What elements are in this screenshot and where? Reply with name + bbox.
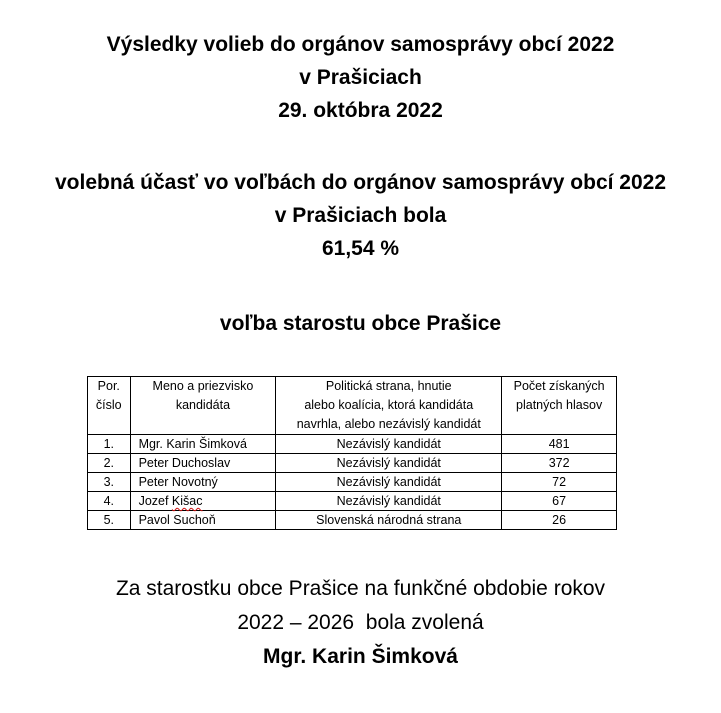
turnout-value: 61,54 %	[321, 237, 400, 260]
table-header-row	[88, 377, 617, 435]
header-votes-line: platných hlasov	[516, 398, 603, 412]
cell-votes: 481	[502, 435, 617, 454]
cell-votes: 372	[502, 454, 617, 473]
cell-name: Peter Duchoslav	[130, 454, 276, 473]
result-statement	[0, 572, 721, 674]
header-party	[276, 377, 502, 435]
cell-number: 2.	[88, 454, 131, 473]
turnout-line-1: volebná účasť vo voľbách do orgánov samosprávy obcí 2022	[54, 171, 667, 194]
cell-party: Nezávislý kandidát	[276, 435, 502, 454]
table-row	[88, 473, 617, 492]
cell-name: Peter Novotný	[130, 473, 276, 492]
title-line-2: v Prašiciach	[299, 66, 422, 89]
cell-party: Nezávislý kandidát	[276, 492, 502, 511]
results-table	[87, 376, 617, 530]
header-name	[130, 377, 276, 435]
title-line-1: Výsledky volieb do orgánov samosprávy obcí 2022	[106, 33, 615, 56]
footer-line-1: Za starostku obce Prašice na funkčné obdobie rokov	[115, 577, 606, 600]
header-party-line: navrhla, alebo nezávislý kandidát	[296, 417, 481, 431]
header-number	[88, 377, 131, 435]
header-votes	[502, 377, 617, 435]
cell-votes: 67	[502, 492, 617, 511]
cell-votes: 72	[502, 473, 617, 492]
footer-line-2: 2022 – 2026 bola zvolená	[237, 611, 484, 634]
table-row	[88, 435, 617, 454]
elected-mayor-name: Mgr. Karin Šimková	[263, 645, 458, 668]
header-name-line: kandidáta	[175, 398, 231, 412]
header-name-line: Meno a priezvisko	[152, 379, 254, 393]
cell-number: 3.	[88, 473, 131, 492]
cell-name-last-spellcheck: Kišac	[171, 494, 203, 508]
cell-number: 1.	[88, 435, 131, 454]
header-party-line: Politická strana, hnutie	[325, 379, 452, 393]
title-date: 29. októbra 2022	[278, 99, 443, 122]
cell-party: Nezávislý kandidát	[276, 454, 502, 473]
cell-number: 5.	[88, 511, 131, 530]
cell-name	[130, 492, 276, 511]
turnout-block	[0, 166, 721, 265]
cell-number: 4.	[88, 492, 131, 511]
turnout-line-2: v Prašiciach bola	[274, 204, 447, 227]
section-heading: voľba starostu obce Prašice	[219, 312, 502, 335]
header-number-line: Por.	[97, 379, 120, 393]
table-row	[88, 511, 617, 530]
cell-votes: 26	[502, 511, 617, 530]
cell-name: Pavol Suchoň	[130, 511, 276, 530]
table-row	[88, 492, 617, 511]
document-title	[0, 28, 721, 127]
cell-party: Nezávislý kandidát	[276, 473, 502, 492]
cell-name: Mgr. Karin Šimková	[130, 435, 276, 454]
header-party-line: alebo koalícia, ktorá kandidáta	[304, 398, 474, 412]
header-votes-line: Počet získaných	[513, 379, 605, 393]
cell-party: Slovenská národná strana	[276, 511, 502, 530]
cell-name-first: Jozef	[138, 494, 172, 508]
table-row	[88, 454, 617, 473]
header-number-line: číslo	[95, 398, 122, 412]
